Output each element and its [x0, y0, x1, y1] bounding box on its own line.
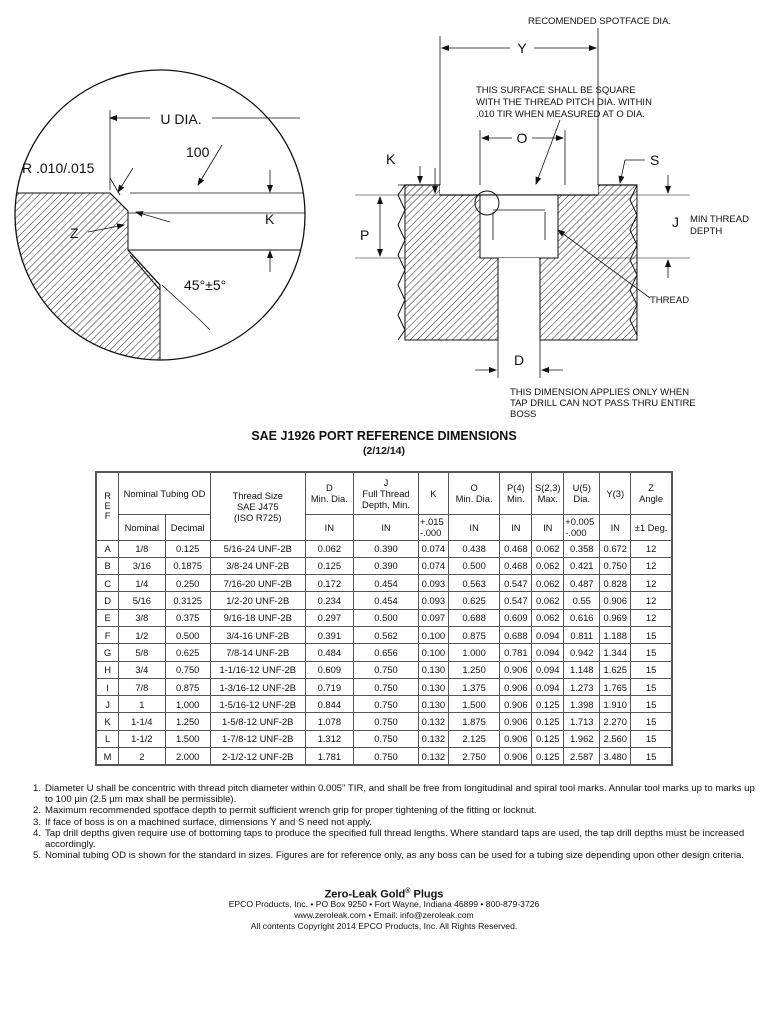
table-cell: 0.750	[165, 661, 210, 678]
table-cell: I	[96, 678, 119, 695]
table-cell: 0.750	[354, 661, 419, 678]
min-thread-label-2: DEPTH	[690, 226, 723, 237]
footnotes	[33, 783, 763, 861]
table-cell: 1-3/16-12 UNF-2B	[210, 678, 305, 695]
table-cell: 15	[631, 678, 672, 695]
footnote-number: 5.	[33, 850, 42, 862]
table-cell: 0.969	[600, 609, 631, 626]
table-cell: 0.844	[305, 696, 353, 713]
table-row	[96, 661, 672, 678]
table-cell: 0.297	[305, 609, 353, 626]
d-note-1: THIS DIMENSION APPLIES ONLY WHEN	[510, 387, 690, 398]
footnote-text: Tap drill depths given require use of bottoming taps to produce the specified full thread lengths. Where standard taps are used, the tap drill depths must be increased accordingly.	[45, 827, 745, 851]
table-cell: 3/8	[119, 609, 165, 626]
copyright: All contents Copyright 2014 EPCO Products, Inc. All Rights Reserved.	[250, 921, 518, 931]
footnote-item	[33, 850, 763, 861]
table-cell: 15	[631, 748, 672, 766]
header-o: O Min. Dia.	[448, 472, 500, 514]
table-cell: 0.094	[532, 644, 564, 661]
table-cell: 0.500	[354, 609, 419, 626]
table-cell: 0.100	[418, 626, 448, 643]
header-s: S(2,3) Max.	[532, 472, 564, 514]
table-cell: 12	[631, 540, 672, 557]
table-cell: 0.125	[532, 748, 564, 766]
table-cell: 0.625	[165, 644, 210, 661]
table-cell: 0.062	[305, 540, 353, 557]
table-cell: 0.454	[354, 575, 419, 592]
table-cell: 2.560	[600, 730, 631, 747]
table-cell: 1.344	[600, 644, 631, 661]
table-cell: 1.713	[564, 713, 600, 730]
table-cell: 0.828	[600, 575, 631, 592]
table-cell: 2.125	[448, 730, 500, 747]
header-nominal: Nominal	[119, 514, 165, 540]
table-cell: 0.468	[500, 540, 532, 557]
z-label: Z	[70, 225, 79, 241]
table-cell: 15	[631, 644, 672, 661]
header-u: U(5) Dia.	[564, 472, 600, 514]
table-cell: 0.132	[418, 730, 448, 747]
table-cell: 0.074	[418, 557, 448, 574]
header-p: P(4) Min.	[500, 472, 532, 514]
table-cell: C	[96, 575, 119, 592]
header-z: Z Angle	[631, 472, 672, 514]
table-body	[96, 540, 672, 765]
unit-k: +.015 -.000	[418, 514, 448, 540]
unit-y: IN	[600, 514, 631, 540]
table-cell: 1/2	[119, 626, 165, 643]
table-row	[96, 557, 672, 574]
footnote-text: Nominal tubing OD is shown for the standard in sizes. Figures are for reference only, as any boss can be used for a tubing size depending upon other design criteria.	[45, 850, 744, 862]
o-label: O	[516, 130, 528, 146]
header-y: Y(3)	[600, 472, 631, 514]
table-cell: L	[96, 730, 119, 747]
table-row	[96, 696, 672, 713]
table-cell: 5/8	[119, 644, 165, 661]
table-cell: 0.547	[500, 592, 532, 609]
footnote-item	[33, 828, 763, 850]
table-cell: 0.1875	[165, 557, 210, 574]
table-cell: 0.390	[354, 557, 419, 574]
header-ref: R E F	[96, 472, 119, 540]
table-cell: 3/4-16 UNF-2B	[210, 626, 305, 643]
header-nominal-tubing: Nominal Tubing OD	[119, 472, 211, 514]
table-cell: 0.358	[564, 540, 600, 557]
table-cell: 0.094	[532, 678, 564, 695]
k-detail-label: K	[265, 211, 275, 227]
table-cell: 3/4	[119, 661, 165, 678]
table-cell: 0.781	[500, 644, 532, 661]
table-cell: 1.875	[448, 713, 500, 730]
table-cell: 0.625	[448, 592, 500, 609]
table-cell: 1.910	[600, 696, 631, 713]
unit-z: ±1 Deg.	[631, 514, 672, 540]
table-cell: 0.562	[354, 626, 419, 643]
company-address: EPCO Products, Inc. • PO Box 9250 • Fort Wayne, Indiana 46899 • 800-879-3726	[228, 899, 540, 909]
table-cell: 15	[631, 661, 672, 678]
table-cell: 0.906	[500, 696, 532, 713]
table-cell: 0.130	[418, 661, 448, 678]
header-decimal: Decimal	[165, 514, 210, 540]
table-cell: 0.616	[564, 609, 600, 626]
unit-o: IN	[448, 514, 500, 540]
table-cell: 0.563	[448, 575, 500, 592]
table-cell: 0.750	[354, 730, 419, 747]
table-cell: 1/8	[119, 540, 165, 557]
table-cell: 0.125	[305, 557, 353, 574]
table-cell: 1.765	[600, 678, 631, 695]
table-cell: 0.375	[165, 609, 210, 626]
page-date: (2/12/14)	[362, 445, 406, 457]
table-row	[96, 644, 672, 661]
angle-45-label: 45°±5°	[184, 277, 227, 293]
unit-j: IN	[354, 514, 419, 540]
table-cell: 0.484	[305, 644, 353, 661]
table-row	[96, 609, 672, 626]
header-thread: Thread Size SAE J475 (ISO R725)	[210, 472, 305, 540]
table-cell: 0.55	[564, 592, 600, 609]
table-cell: 1-1/2	[119, 730, 165, 747]
footnote-number: 3.	[33, 816, 42, 828]
radius-label: R .010/.015	[22, 160, 95, 176]
table-cell: 0.500	[448, 557, 500, 574]
unit-u: +0.005 -.000	[564, 514, 600, 540]
table-cell: 1-1/16-12 UNF-2B	[210, 661, 305, 678]
table-cell: 1.250	[448, 661, 500, 678]
square-note-2: WITH THE THREAD PITCH DIA. WITHIN	[476, 97, 652, 108]
table-cell: 0.125	[532, 696, 564, 713]
table-cell: 0.3125	[165, 592, 210, 609]
port-drawing	[0, 0, 768, 425]
table-cell: G	[96, 644, 119, 661]
brand-name: Zero-Leak Gold	[324, 888, 406, 901]
dimensions-table	[95, 471, 673, 766]
table-cell: 1.000	[448, 644, 500, 661]
table-row	[96, 678, 672, 695]
table-cell: B	[96, 557, 119, 574]
table-cell: 0.875	[448, 626, 500, 643]
table-cell: 12	[631, 609, 672, 626]
table-cell: 0.421	[564, 557, 600, 574]
table-cell: 0.125	[532, 713, 564, 730]
table-cell: 1.312	[305, 730, 353, 747]
table-cell: 0.906	[500, 678, 532, 695]
header-k: K	[418, 472, 448, 514]
y-label: Y	[517, 40, 527, 56]
table-cell: 1-5/8-12 UNF-2B	[210, 713, 305, 730]
table-cell: 0.094	[532, 626, 564, 643]
table-cell: 15	[631, 713, 672, 730]
table-cell: F	[96, 626, 119, 643]
table-cell: 1	[119, 696, 165, 713]
table-cell: 0.062	[532, 592, 564, 609]
table-cell: 1-5/16-12 UNF-2B	[210, 696, 305, 713]
d-note-2: TAP DRILL CAN NOT PASS THRU ENTIRE	[510, 398, 696, 409]
table-cell: 12	[631, 575, 672, 592]
table-row	[96, 730, 672, 747]
k-section-label: K	[386, 151, 396, 167]
table-cell: M	[96, 748, 119, 766]
table-cell: 0.906	[500, 661, 532, 678]
table-cell: 0.438	[448, 540, 500, 557]
table-cell: 1.000	[165, 696, 210, 713]
table-cell: 9/16-18 UNF-2B	[210, 609, 305, 626]
registered-mark: ®	[405, 888, 411, 895]
table-row	[96, 713, 672, 730]
table-cell: 0.062	[532, 540, 564, 557]
table-cell: 0.125	[165, 540, 210, 557]
j-label: J	[672, 214, 679, 230]
u-dia-label: U DIA.	[160, 111, 202, 127]
p-label: P	[360, 227, 370, 243]
table-cell: 3.480	[600, 748, 631, 766]
table-cell: 0.390	[354, 540, 419, 557]
table-cell: 0.688	[448, 609, 500, 626]
table-cell: 2-1/2-12 UNF-2B	[210, 748, 305, 766]
table-cell: 2.270	[600, 713, 631, 730]
header-d: D Min. Dia.	[305, 472, 353, 514]
page-title: SAE J1926 PORT REFERENCE DIMENSIONS	[251, 429, 517, 443]
footnote-number: 4.	[33, 827, 42, 839]
d-note-3: BOSS	[510, 409, 537, 420]
table-cell: 0.750	[354, 713, 419, 730]
table-cell: 0.234	[305, 592, 353, 609]
table-cell: 0.688	[500, 626, 532, 643]
table-cell: 0.454	[354, 592, 419, 609]
table-cell: 15	[631, 626, 672, 643]
table-cell: 0.062	[532, 609, 564, 626]
table-cell: K	[96, 713, 119, 730]
table-cell: 0.750	[600, 557, 631, 574]
table-cell: 0.132	[418, 748, 448, 766]
table-cell: 0.130	[418, 678, 448, 695]
table-cell: 0.942	[564, 644, 600, 661]
table-cell: 1/4	[119, 575, 165, 592]
unit-s: IN	[532, 514, 564, 540]
table-cell: 0.487	[564, 575, 600, 592]
table-cell: 1.375	[448, 678, 500, 695]
table-row	[96, 540, 672, 557]
table-cell: 0.719	[305, 678, 353, 695]
table-cell: 1.500	[448, 696, 500, 713]
table-cell: 1.148	[564, 661, 600, 678]
table-cell: 5/16	[119, 592, 165, 609]
table-cell: 1.273	[564, 678, 600, 695]
table-cell: 0.750	[354, 748, 419, 766]
table-cell: 15	[631, 696, 672, 713]
spotface-label: RECOMENDED SPOTFACE DIA.	[528, 16, 672, 27]
table-row	[96, 626, 672, 643]
table-cell: 0.100	[418, 644, 448, 661]
table-cell: 0.875	[165, 678, 210, 695]
dimensions-table-wrapper	[95, 471, 673, 766]
table-cell: 2	[119, 748, 165, 766]
table-cell: J	[96, 696, 119, 713]
section-view	[355, 16, 749, 420]
table-cell: 0.093	[418, 592, 448, 609]
table-cell: 0.132	[418, 713, 448, 730]
square-note-3: .010 TIR WHEN MEASURED AT O DIA.	[476, 109, 645, 120]
table-cell: 7/8	[119, 678, 165, 695]
table-cell: 3/16	[119, 557, 165, 574]
table-cell: 0.391	[305, 626, 353, 643]
footnote-item	[33, 817, 763, 828]
table-row	[96, 748, 672, 766]
table-cell: 2.000	[165, 748, 210, 766]
footnote-number: 2.	[33, 805, 42, 817]
table-cell: D	[96, 592, 119, 609]
company-web: www.zeroleak.com • Email: info@zeroleak.com	[294, 910, 474, 920]
table-cell: 0.125	[532, 730, 564, 747]
table-cell: 1.781	[305, 748, 353, 766]
thread-label: THREAD	[650, 295, 690, 306]
table-cell: 1.625	[600, 661, 631, 678]
footnote-item	[33, 805, 763, 816]
table-cell: 0.500	[165, 626, 210, 643]
table-cell: 1.250	[165, 713, 210, 730]
table-cell: 15	[631, 730, 672, 747]
table-cell: 0.172	[305, 575, 353, 592]
footnote-text: If face of boss is on a machined surface, dimensions Y and S need not apply.	[45, 816, 372, 828]
table-cell: 0.250	[165, 575, 210, 592]
unit-p: IN	[500, 514, 532, 540]
table-cell: 12	[631, 557, 672, 574]
table-cell: 1-7/8-12 UNF-2B	[210, 730, 305, 747]
footnote-number: 1.	[33, 783, 42, 794]
table-cell: 0.130	[418, 696, 448, 713]
table-cell: 1/2-20 UNF-2B	[210, 592, 305, 609]
table-cell: 0.656	[354, 644, 419, 661]
table-cell: 7/8-14 UNF-2B	[210, 644, 305, 661]
unit-d: IN	[305, 514, 353, 540]
table-cell: 0.906	[500, 730, 532, 747]
table-cell: 1.398	[564, 696, 600, 713]
table-cell: A	[96, 540, 119, 557]
table-cell: H	[96, 661, 119, 678]
footnote-text: Maximum recommended spotface depth to permit sufficient wrench grip for proper tightening of the fitting or locknut.	[45, 805, 537, 817]
d-label: D	[514, 352, 525, 368]
table-cell: 0.062	[532, 557, 564, 574]
table-cell: 0.906	[500, 713, 532, 730]
table-cell: 1.078	[305, 713, 353, 730]
s-label: S	[650, 152, 660, 168]
table-cell: 1.500	[165, 730, 210, 747]
table-cell: 0.672	[600, 540, 631, 557]
table-cell: 0.750	[354, 696, 419, 713]
min-thread-label-1: MIN THREAD	[690, 214, 749, 225]
table-cell: 0.074	[418, 540, 448, 557]
footnote-item	[33, 783, 763, 805]
square-note-1: THIS SURFACE SHALL BE SQUARE	[476, 85, 636, 96]
table-cell: 0.094	[532, 661, 564, 678]
table-cell: 1.188	[600, 626, 631, 643]
table-cell: 12	[631, 592, 672, 609]
table-cell: 2.587	[564, 748, 600, 766]
table-cell: 0.547	[500, 575, 532, 592]
table-cell: 0.750	[354, 678, 419, 695]
angle-100-label: 100	[186, 144, 210, 160]
table-cell: E	[96, 609, 119, 626]
table-cell: 0.906	[500, 748, 532, 766]
brand-suffix: Plugs	[410, 888, 444, 901]
table-cell: 0.906	[600, 592, 631, 609]
table-cell: 0.609	[305, 661, 353, 678]
table-cell: 1.962	[564, 730, 600, 747]
table-cell: 0.609	[500, 609, 532, 626]
table-cell: 2.750	[448, 748, 500, 766]
table-cell: 0.097	[418, 609, 448, 626]
table-cell: 7/16-20 UNF-2B	[210, 575, 305, 592]
table-row	[96, 592, 672, 609]
table-cell: 0.062	[532, 575, 564, 592]
table-cell: 0.811	[564, 626, 600, 643]
header-j: J Full Thread Depth, Min.	[354, 472, 419, 514]
footnote-text: Diameter U shall be concentric with thread pitch diameter within 0.005" TIR, and shall be free from longitudinal and spiral tool marks. Annular tool marks up to marks up to 100 µin (2.5 µm max shall be permissible).	[45, 783, 755, 806]
table-row	[96, 575, 672, 592]
table-cell: 3/8-24 UNF-2B	[210, 557, 305, 574]
table-cell: 0.468	[500, 557, 532, 574]
table-cell: 5/16-24 UNF-2B	[210, 540, 305, 557]
table-cell: 0.093	[418, 575, 448, 592]
detail-view	[0, 70, 305, 400]
table-cell: 1-1/4	[119, 713, 165, 730]
